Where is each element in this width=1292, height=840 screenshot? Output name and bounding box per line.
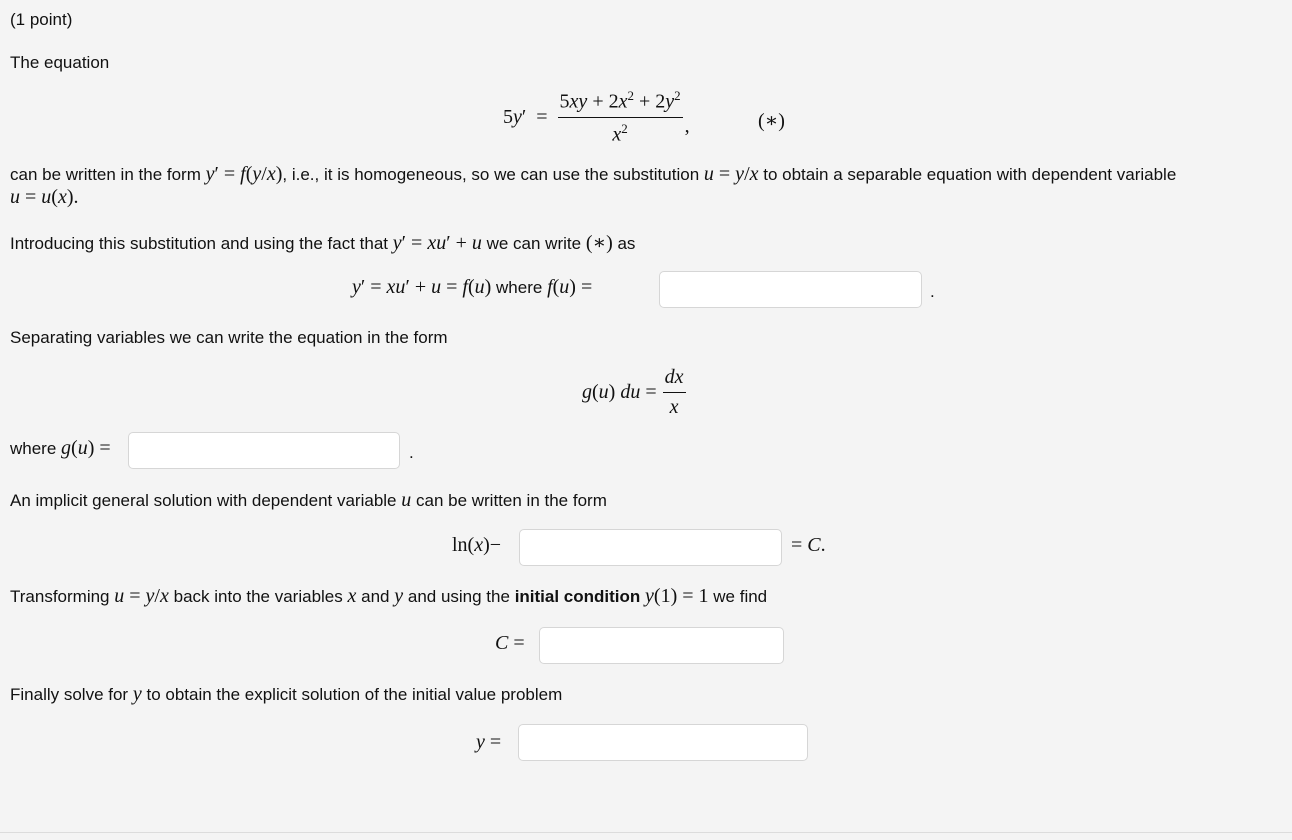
equation-label: (∗) xyxy=(758,110,785,132)
f-of-u-input[interactable] xyxy=(659,271,922,308)
c-value-input[interactable] xyxy=(539,627,784,664)
implicit-lhs: ln(x)− xyxy=(452,534,502,556)
main-equation: 5y′ = $\frac{5xy + 2x^2 + 2y^2}{x^2}$ , xyxy=(503,88,690,146)
g-equation: where g(u) = xyxy=(10,437,111,459)
implicit-solution-input[interactable] xyxy=(519,529,782,566)
separating-text: Separating variables we can write the equation in the form xyxy=(10,328,448,347)
y-explicit-input[interactable] xyxy=(518,724,808,761)
substitution-text: Introducing this substitution and using the fact that y′ = xu′ + u we can write (∗) as xyxy=(10,232,636,254)
homogeneous-text: can be written in the form y′ = f(y/x), i.e., it is homogeneous, so we can use the substitution u = y/x to obtain a separable equation with dependent variable xyxy=(10,163,1177,185)
implicit-rhs: = C. xyxy=(791,534,826,556)
dependent-variable-text: u = u(x). xyxy=(10,186,79,208)
separated-equation: g(u) du = $\frac{dx}{x}$ xyxy=(582,366,684,418)
intro-text: The equation xyxy=(10,53,110,72)
period-mark: . xyxy=(409,443,414,462)
period-mark: . xyxy=(930,282,935,301)
f-equation: y′ = xu′ + u = f(u) where f(u) = xyxy=(352,276,593,298)
implicit-text: An implicit general solution with dependent variable u can be written in the form xyxy=(10,489,607,511)
g-of-u-input[interactable] xyxy=(128,432,400,469)
transform-text: Transforming u = y/x back into the variables x and y and using the initial condition y(1) = 1 we find xyxy=(10,585,768,607)
c-label: C = xyxy=(495,632,525,654)
points-label: (1 point) xyxy=(10,10,73,29)
y-label: y = xyxy=(476,731,502,753)
finally-text: Finally solve for y to obtain the explicit solution of the initial value problem xyxy=(10,683,563,705)
bottom-divider xyxy=(0,832,1292,833)
